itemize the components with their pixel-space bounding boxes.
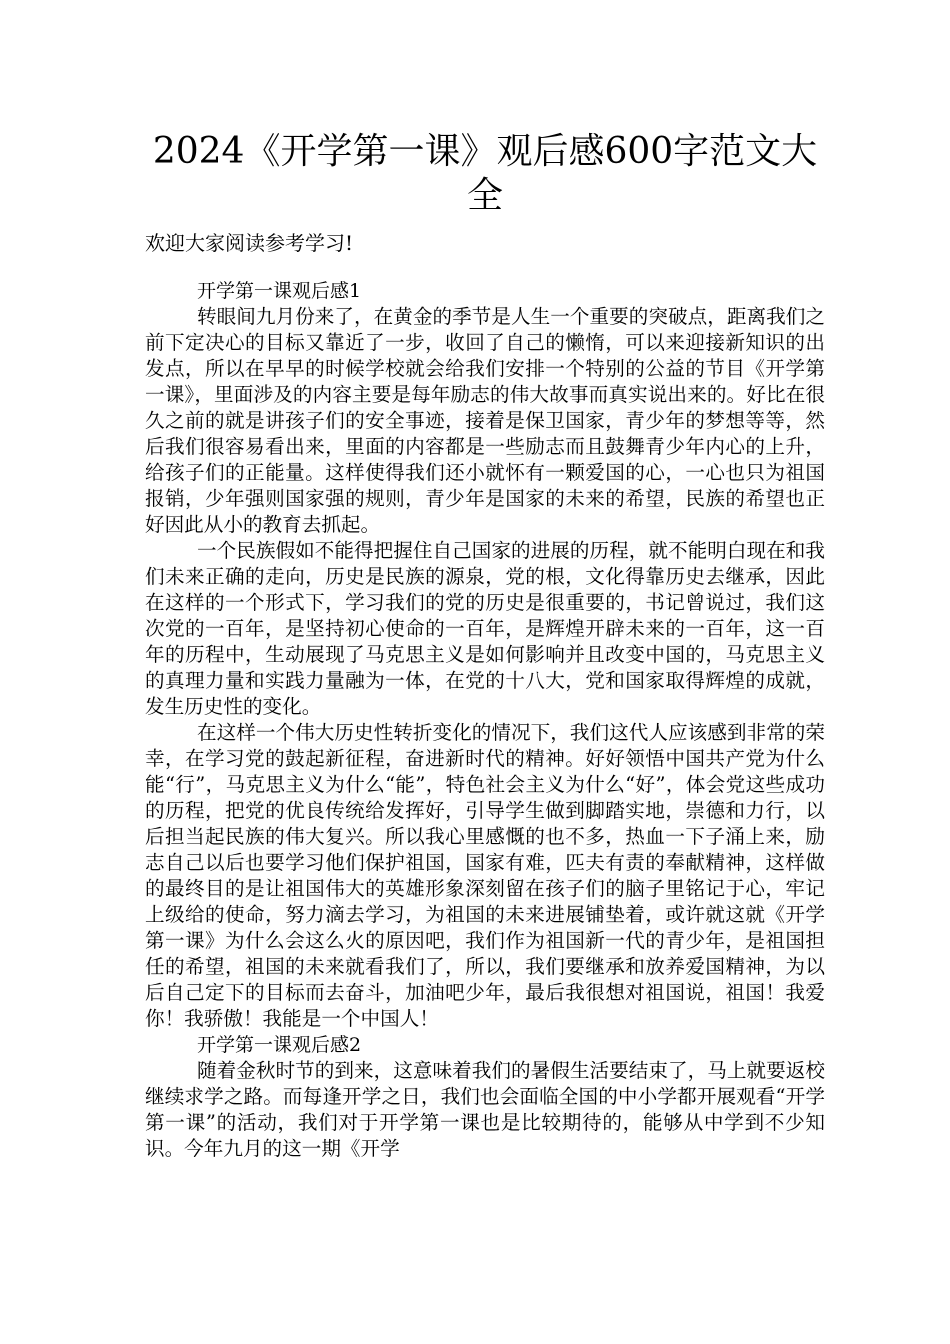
paragraph: 在这样一个伟大历史性转折变化的情况下，我们这代人应该感到非常的荣幸，在学习党的鼓起新征程，奋进新时代的精神。好好领悟中国共产党为什么能“行”，马克思主义为什么“能”，特色社会主义为什么“好”，体会党这些成功的历程，把党的优良传统给发挥好，引导学生做到脚踏实地，崇德和力行，以后担当起民族的伟大复兴。所以我心里感慨的也不多，热血一下子涌上来，励志自己以后也要学习他们保护祖国，国家有难，匹夫有责的奉献精神，这样做的最终目的是让祖国伟大的英雄形象深刻留在孩子们的脑子里铭记于心，牢记上级给的使命，努力滴去学习，为祖国的未来进展铺垫着，或许就这就《开学第一课》为什么会这么火的原因吧，我们作为祖国新一代的青少年，是祖国担任的希望，祖国的未来就看我们了，所以，我们要继承和放养爱国精神，为以后自己定下的目标而去奋斗，加油吧少年，最后我很想对祖国说，祖国！我爱你！我骄傲！我能是一个中国人！ — [145, 721, 825, 1030]
welcome-line: 欢迎大家阅读参考学习! — [145, 231, 354, 255]
section-1 — [145, 278, 825, 1032]
section-2 — [145, 1032, 825, 1162]
document-title: 2024《开学第一课》观后感600字范文大全 — [152, 131, 818, 216]
section-heading: 开学第一课观后感2 — [197, 1034, 362, 1056]
paragraph: 转眼间九月份来了，在黄金的季节是人生一个重要的突破点，距离我们之前下定决心的目标又靠近了一步，收回了自己的懒惰，可以来迎接新知识的出发点，所以在早早的时候学校就会给我们安排一个特别的公益的节目《开学第一课》，里面涉及的内容主要是每年励志的伟大故事而真实说出来的。好比在很久之前的就是讲孩子们的安全事迹，接着是保卫国家，青少年的梦想等等，然后我们很容易看出来，里面的内容都是一些励志而且鼓舞青少年内心的上升，给孩子们的正能量。这样使得我们还小就怀有一颗爱国的心，一心也只为祖国报销，少年强则国家强的规则，青少年是国家的未来的希望，民族的希望也正好因此从小的教育去抓起。 — [145, 305, 825, 536]
paragraph: 随着金秋时节的到来，这意味着我们的暑假生活要结束了，马上就要返校继续求学之路。而每逢开学之日，我们也会面临全国的中小学都开展观看“开学第一课”的活动，我们对于开学第一课也是比较期待的，能够从中学到不少知识。今年九月的这一期《开学 — [145, 1059, 825, 1160]
section-heading: 开学第一课观后感1 — [197, 280, 362, 302]
paragraph: 一个民族假如不能得把握住自己国家的进展的历程，就不能明白现在和我们未来正确的走向，历史是民族的源泉，党的根，文化得靠历史去继承，因此在这样的一个形式下，学习我们的党的历史是很重要的，书记曾说过，我们这次党的一百年，是坚持初心使命的一百年，是辉煌开辟未来的一百年，这一百年的历程中，生动展现了马克思主义是如何影响并且改变中国的，马克思主义的真理力量和实践力量融为一体，在党的十八大，党和国家取得辉煌的成就，发生历史性的变化。 — [145, 539, 825, 718]
document-page — [145, 130, 825, 1162]
